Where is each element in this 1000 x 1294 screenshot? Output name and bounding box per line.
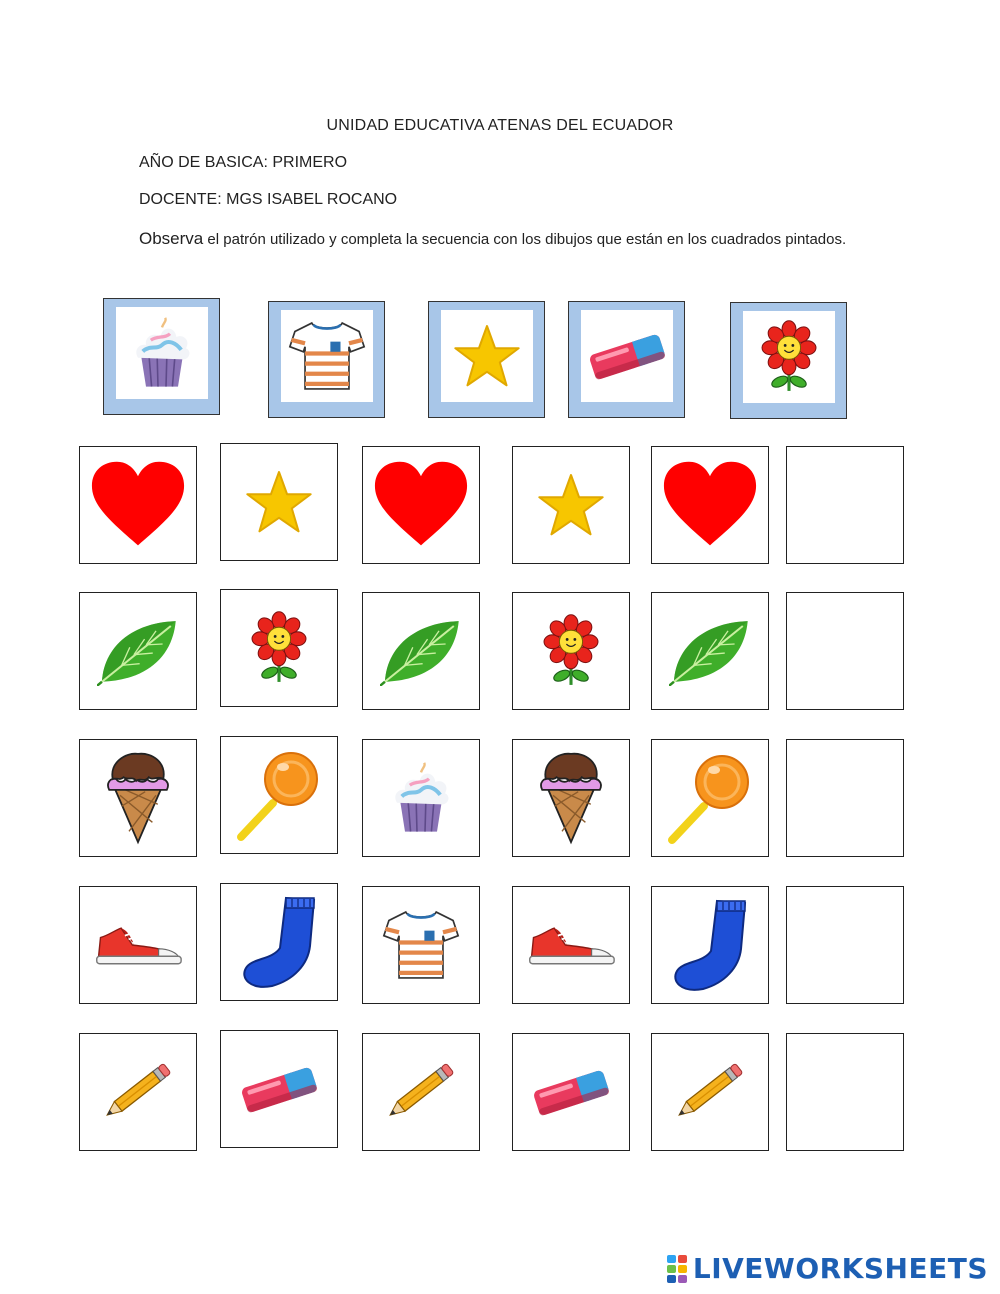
- pencil-icon: [380, 1057, 462, 1127]
- instructions: [139, 228, 859, 250]
- sock-icon: [236, 894, 322, 990]
- sock-icon: [667, 897, 753, 993]
- pattern-cell: [362, 886, 480, 1004]
- pattern-cell: [220, 883, 338, 1001]
- heart-icon: [373, 460, 469, 550]
- pattern-cell: [512, 886, 630, 1004]
- lollipop-icon: [233, 747, 325, 843]
- ice-cream-icon: [535, 750, 607, 846]
- sneaker-icon: [93, 922, 183, 968]
- brand-icon: [667, 1255, 687, 1283]
- pencil-icon: [97, 1057, 179, 1127]
- pattern-cell: [79, 739, 197, 857]
- leaf-icon: [669, 616, 751, 686]
- instruction-text: el patrón utilizado y completa la secuencia con los dibujos que están en los cuadrados pintados.: [203, 231, 847, 248]
- option-shirt[interactable]: [268, 301, 385, 418]
- shirt-icon: [281, 310, 373, 402]
- pattern-cell: [79, 1033, 197, 1151]
- pattern-cell: [651, 739, 769, 857]
- pattern-cell: [362, 739, 480, 857]
- pattern-cell: [362, 1033, 480, 1151]
- school-title: UNIDAD EDUCATIVA ATENAS DEL ECUADOR: [326, 117, 674, 134]
- pattern-cell: [651, 446, 769, 564]
- eraser-icon: [529, 1061, 613, 1123]
- pattern-cell: [362, 446, 480, 564]
- leaf-icon: [97, 616, 179, 686]
- answer-drop-cell[interactable]: [786, 1033, 904, 1151]
- option-eraser[interactable]: [568, 301, 685, 418]
- shirt-icon: [382, 907, 460, 983]
- cupcake-icon: [389, 759, 453, 837]
- answer-drop-cell[interactable]: [786, 886, 904, 1004]
- instruction-lead: Observa: [139, 229, 204, 248]
- star-icon: [537, 473, 605, 537]
- pattern-cell: [220, 443, 338, 561]
- pattern-cell: [651, 592, 769, 710]
- pattern-cell: [512, 1033, 630, 1151]
- liveworksheets-logo: [667, 1252, 988, 1285]
- flower-icon: [540, 614, 602, 688]
- sneaker-icon: [526, 922, 616, 968]
- pattern-cell: [512, 446, 630, 564]
- option-flower[interactable]: [730, 302, 847, 419]
- answer-drop-cell[interactable]: [786, 446, 904, 564]
- eraser-icon: [237, 1058, 321, 1120]
- grade-line: AÑO DE BASICA: PRIMERO: [139, 154, 348, 171]
- pattern-cell: [220, 736, 338, 854]
- answer-drop-cell[interactable]: [786, 592, 904, 710]
- flower-icon: [743, 311, 835, 403]
- star-icon: [245, 470, 313, 534]
- ice-cream-icon: [102, 750, 174, 846]
- option-cupcake[interactable]: [103, 298, 220, 415]
- pattern-cell: [651, 886, 769, 1004]
- heart-icon: [90, 460, 186, 550]
- pattern-cell: [651, 1033, 769, 1151]
- brand-text: LIVEWORKSHEETS: [692, 1252, 988, 1285]
- pattern-cell: [79, 446, 197, 564]
- cupcake-icon: [116, 307, 208, 399]
- eraser-icon: [581, 310, 673, 402]
- teacher-line: DOCENTE: MGS ISABEL ROCANO: [139, 191, 398, 208]
- leaf-icon: [380, 616, 462, 686]
- pattern-cell: [79, 886, 197, 1004]
- pattern-cell: [362, 592, 480, 710]
- lollipop-icon: [664, 750, 756, 846]
- pattern-cell: [512, 592, 630, 710]
- pattern-cell: [79, 592, 197, 710]
- pattern-cell: [512, 739, 630, 857]
- star-icon: [441, 310, 533, 402]
- flower-icon: [248, 611, 310, 685]
- option-star[interactable]: [428, 301, 545, 418]
- heart-icon: [662, 460, 758, 550]
- pencil-icon: [669, 1057, 751, 1127]
- pattern-cell: [220, 1030, 338, 1148]
- answer-drop-cell[interactable]: [786, 739, 904, 857]
- pattern-cell: [220, 589, 338, 707]
